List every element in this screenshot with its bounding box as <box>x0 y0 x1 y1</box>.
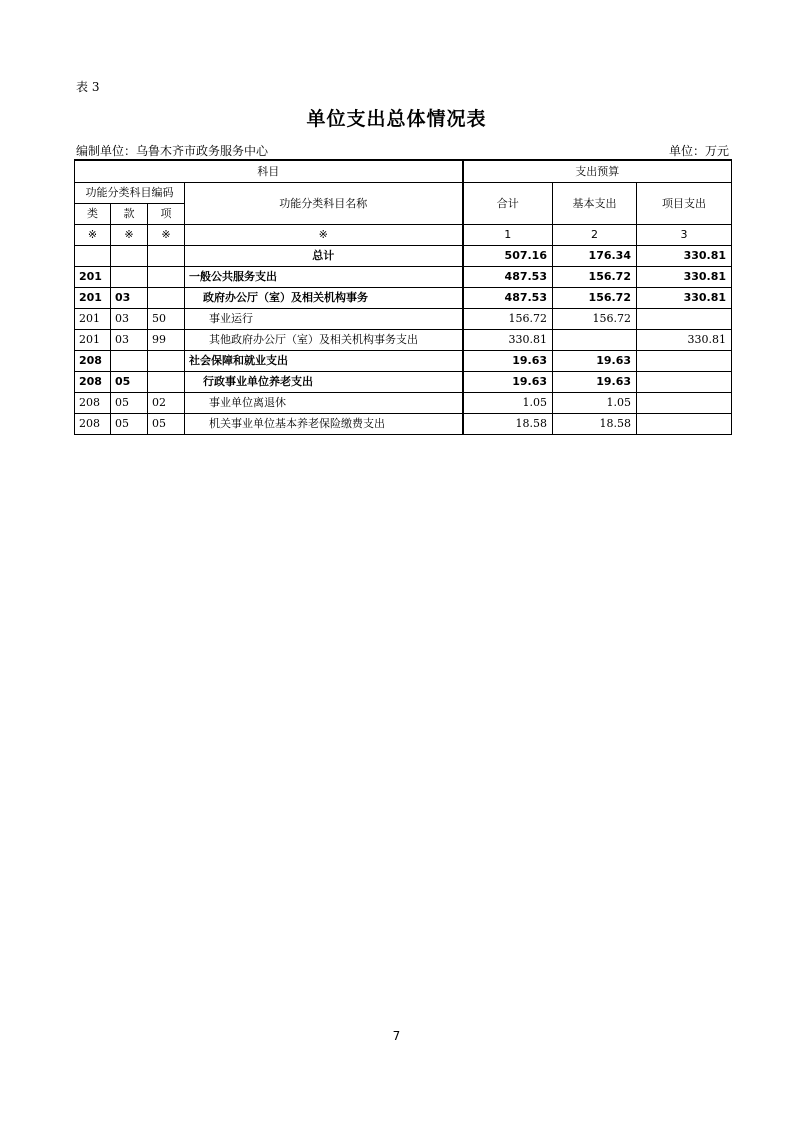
table-row <box>75 351 732 372</box>
basic-cell <box>553 330 637 351</box>
page-number: 7 <box>392 1029 401 1043</box>
xiang-cell <box>148 267 185 288</box>
basic-cell: 19.63 <box>553 351 637 372</box>
kuan-cell: 03 <box>111 330 148 351</box>
name-cell: 社会保障和就业支出 <box>185 351 463 372</box>
name-cell: 事业运行 <box>185 309 463 330</box>
table-row <box>75 309 732 330</box>
code-group-header: 功能分类科目编码 <box>75 183 185 204</box>
kuan-header: 款 <box>111 204 148 225</box>
kuan-cell <box>111 267 148 288</box>
basic-cell: 19.63 <box>553 372 637 393</box>
total-column-header: 合计 <box>463 183 553 225</box>
basic-column-header: 基本支出 <box>553 183 637 225</box>
kuan-cell <box>111 246 148 267</box>
lei-cell <box>75 246 111 267</box>
subject-header: 科目 <box>75 160 463 183</box>
name-cell: 总计 <box>185 246 463 267</box>
lei-cell: 208 <box>75 393 111 414</box>
name-cell: 政府办公厅（室）及相关机构事务 <box>185 288 463 309</box>
xiang-cell <box>148 351 185 372</box>
basic-cell: 18.58 <box>553 414 637 435</box>
project-cell <box>637 393 732 414</box>
project-cell <box>637 414 732 435</box>
project-cell: 330.81 <box>637 330 732 351</box>
name-cell: 事业单位离退休 <box>185 393 463 414</box>
index-cell: 1 <box>463 225 553 246</box>
basic-cell: 156.72 <box>553 288 637 309</box>
basic-cell: 156.72 <box>553 309 637 330</box>
table-row <box>75 372 732 393</box>
total-cell: 18.58 <box>463 414 553 435</box>
unit-label: 单位：万元 <box>668 144 729 158</box>
total-cell: 487.53 <box>463 288 553 309</box>
basic-cell: 176.34 <box>553 246 637 267</box>
total-cell: 156.72 <box>463 309 553 330</box>
lei-cell: 201 <box>75 267 111 288</box>
lei-cell: 201 <box>75 309 111 330</box>
index-cell: 3 <box>637 225 732 246</box>
kuan-cell: 03 <box>111 288 148 309</box>
table-header-row <box>75 160 732 183</box>
xiang-cell: 05 <box>148 414 185 435</box>
budget-header: 支出预算 <box>463 160 732 183</box>
table-index-row <box>75 225 732 246</box>
kuan-cell: 03 <box>111 309 148 330</box>
lei-cell: 201 <box>75 330 111 351</box>
basic-cell: 1.05 <box>553 393 637 414</box>
lei-cell: 208 <box>75 372 111 393</box>
mark-cell: ※ <box>111 225 148 246</box>
lei-cell: 208 <box>75 351 111 372</box>
name-cell: 其他政府办公厅（室）及相关机构事务支出 <box>185 330 463 351</box>
name-cell: 行政事业单位养老支出 <box>185 372 463 393</box>
xiang-cell <box>148 288 185 309</box>
name-cell: 机关事业单位基本养老保险缴费支出 <box>185 414 463 435</box>
table-row <box>75 330 732 351</box>
name-column-header: 功能分类科目名称 <box>185 183 463 225</box>
xiang-cell: 02 <box>148 393 185 414</box>
lei-header: 类 <box>75 204 111 225</box>
project-cell <box>637 309 732 330</box>
project-cell: 330.81 <box>637 267 732 288</box>
xiang-cell: 99 <box>148 330 185 351</box>
page-title: 单位支出总体情况表 <box>306 108 487 130</box>
project-cell: 330.81 <box>637 288 732 309</box>
kuan-cell: 05 <box>111 372 148 393</box>
mark-cell: ※ <box>148 225 185 246</box>
index-cell: 2 <box>553 225 637 246</box>
total-cell: 330.81 <box>463 330 553 351</box>
basic-cell: 156.72 <box>553 267 637 288</box>
table-row <box>75 393 732 414</box>
name-cell: 一般公共服务支出 <box>185 267 463 288</box>
kuan-cell: 05 <box>111 393 148 414</box>
total-cell: 19.63 <box>463 372 553 393</box>
total-cell: 19.63 <box>463 351 553 372</box>
expenditure-table <box>74 159 732 435</box>
kuan-cell: 05 <box>111 414 148 435</box>
table-row <box>75 288 732 309</box>
total-cell: 1.05 <box>463 393 553 414</box>
total-cell: 487.53 <box>463 267 553 288</box>
table-number-label: 表 3 <box>76 80 100 94</box>
table-row <box>75 246 732 267</box>
project-column-header: 项目支出 <box>637 183 732 225</box>
xiang-cell: 50 <box>148 309 185 330</box>
table-row <box>75 414 732 435</box>
table-row <box>75 267 732 288</box>
table-header-row <box>75 183 732 204</box>
lei-cell: 201 <box>75 288 111 309</box>
organization-label: 编制单位：乌鲁木齐市政务服务中心 <box>76 144 269 158</box>
lei-cell: 208 <box>75 414 111 435</box>
xiang-header: 项 <box>148 204 185 225</box>
project-cell: 330.81 <box>637 246 732 267</box>
mark-cell: ※ <box>75 225 111 246</box>
xiang-cell <box>148 372 185 393</box>
total-cell: 507.16 <box>463 246 553 267</box>
project-cell <box>637 372 732 393</box>
project-cell <box>637 351 732 372</box>
mark-cell: ※ <box>185 225 463 246</box>
xiang-cell <box>148 246 185 267</box>
kuan-cell <box>111 351 148 372</box>
